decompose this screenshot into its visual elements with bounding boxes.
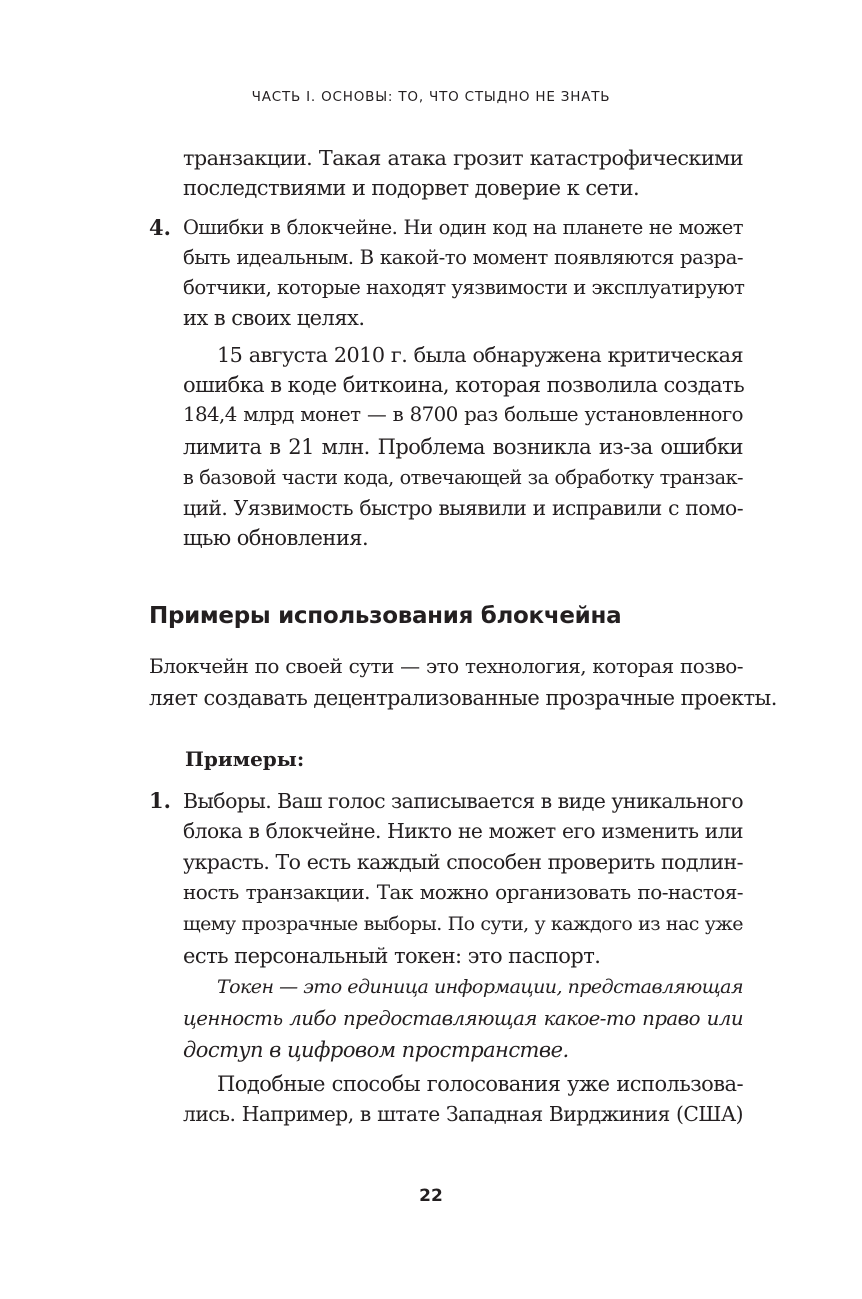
body-line: Выборы. Ваш голос записывается в виде уникального <box>183 789 743 813</box>
list-number: 4. <box>149 215 171 240</box>
list-number: 1. <box>149 788 171 813</box>
body-line: ошибка в коде биткоина, которая позволила создать <box>183 373 745 397</box>
body-line: Подобные способы голосования уже использова- <box>217 1072 743 1096</box>
body-line: лимита в 21 млн. Проблема возникла из-за ошибки <box>183 435 743 459</box>
body-line: украсть. То есть каждый способен проверить подлин- <box>183 850 743 874</box>
body-line: транзакции. Такая атака грозит катастрофическими <box>183 146 743 170</box>
body-line: есть персональный токен: это паспорт. <box>183 944 601 968</box>
body-line: Блокчейн по своей сути — это технология, которая позво- <box>149 654 743 678</box>
body-line: щью обновления. <box>183 526 369 550</box>
definition-line: Токен — это единица информации, представляющая <box>217 976 743 998</box>
body-line: их в своих целях. <box>183 306 365 330</box>
body-line: щему прозрачные выборы. По сути, у каждого из нас уже <box>183 913 743 935</box>
body-line: 184,4 млрд монет — в 8700 раз больше установленного <box>183 403 743 426</box>
body-line: Ошибки в блокчейне. Ни один код на планете не может <box>183 216 743 239</box>
body-line: быть идеальным. В какой-то момент появляются разра- <box>183 246 743 269</box>
body-line: в базовой части кода, отвечающей за обработку транзак- <box>183 466 743 489</box>
body-line: лись. Например, в штате Западная Вирджиния (США) <box>183 1102 743 1126</box>
body-line: 15 августа 2010 г. была обнаружена критическая <box>217 343 743 367</box>
body-line: ность транзакции. Так можно организовать по-настоя- <box>183 880 743 904</box>
body-line: ляет создавать децентрализованные прозрачные проекты. <box>149 686 777 710</box>
definition-line: доступ в цифровом пространстве. <box>183 1038 569 1062</box>
body-line: ботчики, которые находят уязвимости и эксплуатируют <box>183 276 745 299</box>
body-line: последствиями и подорвет доверие к сети. <box>183 176 640 200</box>
body-line: ций. Уязвимость быстро выявили и исправили с помо- <box>183 496 743 520</box>
page-number: 22 <box>419 1186 443 1206</box>
examples-label: Примеры: <box>185 747 305 771</box>
definition-line: ценность либо предоставляющая какое-то право или <box>183 1007 743 1030</box>
running-header: ЧАСТЬ I. ОСНОВЫ: ТО, ЧТО СТЫДНО НЕ ЗНАТЬ <box>251 89 611 105</box>
body-line: блока в блокчейне. Никто не может его изменить или <box>183 819 743 843</box>
section-heading: Примеры использования блокчейна <box>149 603 622 629</box>
